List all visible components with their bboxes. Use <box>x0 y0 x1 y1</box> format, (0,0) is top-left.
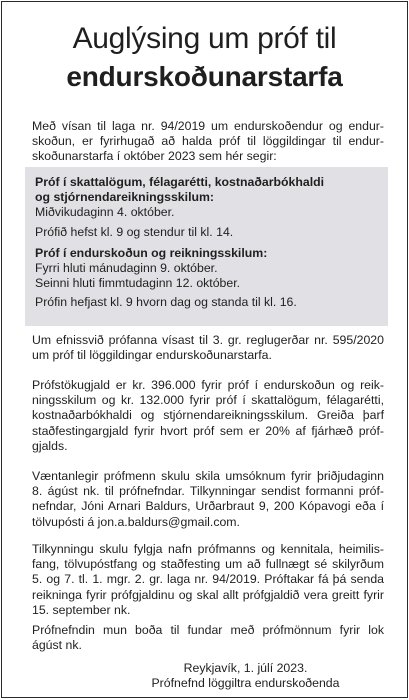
fee-line: gjalds. <box>32 438 68 453</box>
title-line-1: Auglýsing um próf til <box>72 22 337 55</box>
exam1-time: Prófið hefst kl. 9 og stendur til kl. 14. <box>35 224 234 239</box>
requirements-paragraph <box>32 542 384 618</box>
place-date: Reykjavík, 1. júlí 2023. <box>183 661 308 675</box>
meeting-line: ágúst nk. <box>32 638 82 653</box>
advertisement-page <box>1 1 408 698</box>
intro-line: Með vísan til laga nr. 94/2019 um endurskoðendur og endur- <box>32 119 384 133</box>
application-line: 8. ágúst nk. til prófnefndar. Tilkynningar sendist formanni próf- <box>32 484 384 499</box>
exam2-heading: Próf í endurskoðun og reikningsskilum: <box>35 245 268 260</box>
fee-line: kostnaðarbókhaldi og stjórnendareikningsskilum. Greiða þarf <box>32 408 384 423</box>
application-paragraph <box>32 469 384 530</box>
application-line: tölvupósti á jon.a.baldurs@gmail.com. <box>32 514 240 529</box>
fee-line: Prófstökugjald er kr. 396.000 fyrir próf í endurskoðun og reik- <box>32 378 384 392</box>
exam2-time: Prófin hefjast kl. 9 hvorn dag og standa til kl. 16. <box>35 295 297 310</box>
footer <box>2 661 409 691</box>
intro-paragraph <box>32 119 384 165</box>
exam2-part1: Fyrri hluti mánudaginn 9. október. <box>35 261 218 276</box>
meeting-line: Prófnefndin mun boða til fundar með prófmönnum fyrir lok <box>32 623 384 637</box>
exam1-heading-cont: og stjórnendareikningsskilum: <box>35 190 215 205</box>
fee-paragraph <box>32 378 384 454</box>
requirements-line: Tilkynningu skulu fylgja nafn prófmanns og kennitala, heimilis- <box>32 542 384 556</box>
exam2-part2: Seinni hluti fimmtudaginn 12. október. <box>35 276 241 291</box>
exam1-heading: Próf í skattalögum, félagarétti, kostnaðarbókhaldi <box>35 175 325 189</box>
fee-line: staðfestingargjald fyrir hvort próf sem er 20% af fjárhæð próf- <box>32 423 384 438</box>
application-line: nefndar, Jóni Arnari Baldurs, Urðarbraut 9, 200 Kópavogi eða í <box>32 499 384 514</box>
requirements-line: fang, tölvupóstfang og staðfesting um að fullnægt sé skilyrðum <box>32 557 384 572</box>
application-line: Væntanlegir prófmenn skulu skila umsóknum fyrir þriðjudaginn <box>32 469 384 483</box>
scope-line: um próf til löggildingar endurskoðunarstarfa. <box>32 348 272 363</box>
meeting-paragraph <box>32 623 384 653</box>
requirements-line: 15. september nk. <box>32 602 131 617</box>
exam-schedule-box <box>25 167 388 326</box>
scope-paragraph <box>32 333 384 363</box>
fee-line: ningsskilum og kr. 132.000 fyrir próf í skattalögum, félagarétti, <box>32 393 384 408</box>
intro-line: skoðunarstarfa í október 2023 sem hér segir: <box>32 149 277 164</box>
signature: Prófnefnd löggiltra endurskoðenda <box>151 676 340 691</box>
intro-line: skoðun, er fyrirhugað að halda próf til löggildingar til endur- <box>32 134 384 149</box>
requirements-line: reikninga fyrir prófgjaldinu og skal allt prófgjaldið vera greitt fyrir <box>32 587 384 602</box>
requirements-line: 5. og 7. tl. 1. mgr. 2. gr. laga nr. 94/2019. Próftakar fá þá senda <box>32 572 384 587</box>
scope-line: Um efnissvið prófanna vísast til 3. gr. reglugerðar nr. 595/2020 <box>32 333 384 347</box>
title-line-2: endurskoðunarstarfa <box>66 61 343 92</box>
exam1-date: Miðvikudaginn 4. október. <box>35 205 175 220</box>
